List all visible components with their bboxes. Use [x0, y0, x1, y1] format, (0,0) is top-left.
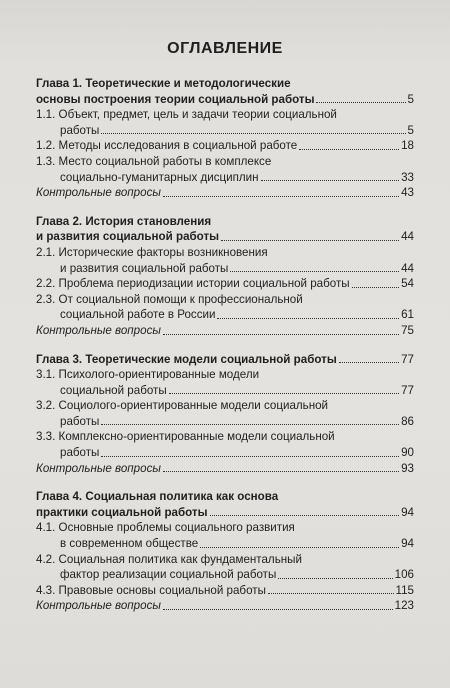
toc-entry	[36, 92, 414, 108]
toc-entry	[36, 429, 414, 445]
toc-entry	[36, 505, 414, 521]
toc-entry	[36, 352, 414, 368]
toc-entry	[36, 414, 414, 430]
toc-entry-title: социальной работе в России	[60, 308, 216, 322]
toc-entry-title: 3.1. Психолого-ориентированные модели	[36, 368, 260, 382]
toc-entry-title: 2.1. Исторические факторы возникновения	[36, 245, 268, 259]
toc-page-number: 94	[401, 505, 414, 519]
toc-entry	[36, 536, 414, 552]
toc-page-number: 33	[401, 170, 414, 184]
toc-entry-title: Контрольные вопросы	[36, 323, 161, 337]
toc-entry-title: 2.3. От социальной помощи к профессиональной	[36, 292, 303, 306]
dot-leader	[163, 609, 393, 610]
toc-entry	[36, 170, 414, 186]
toc-entry	[36, 598, 414, 614]
toc-entry	[36, 445, 414, 461]
dot-leader	[339, 362, 399, 363]
toc-entry	[36, 583, 414, 599]
toc-entry-title: основы построения теории социальной работы	[36, 92, 315, 106]
toc-page-number: 75	[401, 323, 414, 337]
toc-entry	[36, 520, 414, 536]
toc-page-number: 61	[401, 308, 414, 322]
toc-entry-title: 1.1. Объект, предмет, цель и задачи теории социальной	[36, 108, 337, 122]
toc-entry	[36, 292, 414, 308]
toc-entry	[36, 245, 414, 261]
toc-entry-title: Глава 3. Теоретические модели социальной работы	[36, 352, 337, 366]
dot-leader	[101, 133, 405, 134]
table-of-contents	[36, 76, 414, 627]
toc-entry-title: и развития социальной работы	[36, 230, 220, 244]
toc-entry	[36, 307, 414, 323]
page-title: ОГЛАВЛЕНИЕ	[167, 40, 283, 57]
toc-page-number: 43	[401, 186, 414, 200]
dot-leader	[169, 393, 399, 394]
toc-page-number: 93	[401, 461, 414, 475]
dot-leader	[163, 471, 399, 472]
dot-leader	[261, 180, 400, 181]
toc-entry	[36, 398, 414, 414]
toc-entry-title: 3.2. Социолого-ориентированные модели социальной	[36, 399, 329, 413]
toc-entry	[36, 138, 414, 154]
toc-entry	[36, 154, 414, 170]
toc-page-number: 77	[401, 352, 414, 366]
toc-entry-title: 3.3. Комплексно-ориентированные модели социальной	[36, 430, 335, 444]
toc-entry-title: 4.2. Социальная политика как фундаментальный	[36, 552, 302, 566]
toc-entry	[36, 229, 414, 245]
toc-chapter	[36, 76, 414, 201]
toc-entry-title: работы	[60, 446, 100, 460]
toc-entry	[36, 489, 414, 505]
toc-page-number: 54	[401, 277, 414, 291]
toc-entry-title: Глава 1. Теоретические и методологические	[36, 77, 291, 90]
dot-leader	[217, 318, 399, 319]
toc-entry	[36, 185, 414, 201]
dot-leader	[101, 424, 399, 425]
toc-entry-title: работы	[60, 123, 100, 137]
dot-leader	[352, 287, 399, 288]
toc-entry-title: работы	[60, 414, 100, 428]
dot-leader	[230, 271, 399, 272]
toc-entry-title: социальной работы	[60, 383, 167, 397]
toc-entry-title: фактор реализации социальной работы	[60, 568, 277, 582]
toc-entry	[36, 123, 414, 139]
toc-entry-title: Контрольные вопросы	[36, 461, 161, 475]
toc-entry-title: 1.3. Место социальной работы в комплексе	[36, 154, 272, 168]
dot-leader	[210, 515, 400, 516]
toc-entry	[36, 367, 414, 383]
toc-page-number: 44	[401, 261, 414, 275]
toc-chapter	[36, 489, 414, 614]
toc-page-number: 94	[401, 537, 414, 551]
toc-entry-title: Глава 2. История становления	[36, 214, 212, 228]
toc-page-number: 86	[401, 414, 414, 428]
toc-entry	[36, 214, 414, 230]
toc-page-number: 5	[407, 92, 414, 106]
dot-leader	[268, 593, 394, 594]
toc-entry-title: Глава 4. Социальная политика как основа	[36, 490, 279, 504]
toc-entry-title: 1.2. Методы исследования в социальной работе	[36, 139, 298, 153]
toc-chapter	[36, 214, 414, 339]
toc-entry-title: 2.2. Проблема периодизации истории социальной работы	[36, 277, 350, 291]
toc-entry	[36, 323, 414, 339]
toc-page-number: 90	[401, 446, 414, 460]
dot-leader	[221, 240, 399, 241]
toc-entry-title: практики социальной работы	[36, 505, 208, 519]
toc-page-number: 18	[401, 139, 414, 153]
toc-entry-title: в современном обществе	[60, 537, 199, 551]
toc-entry-title: 4.3. Правовые основы социальной работы	[36, 583, 266, 597]
toc-page-number: 115	[395, 583, 414, 597]
toc-entry	[36, 76, 414, 92]
toc-page-number: 5	[407, 123, 414, 137]
dot-leader	[316, 102, 405, 103]
dot-leader	[200, 547, 399, 548]
toc-page-number: 44	[401, 230, 414, 244]
toc-entry	[36, 383, 414, 399]
toc-entry	[36, 567, 414, 583]
toc-entry	[36, 552, 414, 568]
toc-entry-title: и развития социальной работы	[60, 261, 229, 275]
dot-leader	[299, 149, 399, 150]
dot-leader	[278, 578, 392, 579]
dot-leader	[163, 334, 399, 335]
toc-page-number: 123	[394, 599, 414, 613]
toc-entry-title: Контрольные вопросы	[36, 186, 161, 200]
toc-entry	[36, 276, 414, 292]
dot-leader	[163, 196, 399, 197]
toc-entry-title: социально-гуманитарных дисциплин	[60, 170, 259, 184]
dot-leader	[101, 456, 399, 457]
toc-page-number: 77	[401, 383, 414, 397]
toc-entry-title: 4.1. Основные проблемы социального развития	[36, 521, 295, 535]
toc-entry-title: Контрольные вопросы	[36, 599, 161, 613]
toc-chapter	[36, 352, 414, 477]
toc-entry	[36, 461, 414, 477]
toc-entry	[36, 107, 414, 123]
toc-entry	[36, 261, 414, 277]
toc-page-number: 106	[394, 568, 414, 582]
